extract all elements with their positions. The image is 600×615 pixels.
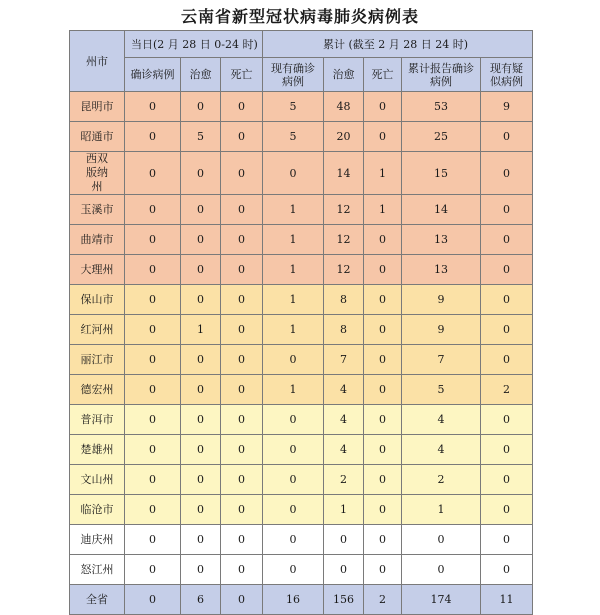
cell-value: 0 bbox=[221, 525, 263, 555]
cell-value: 0 bbox=[481, 225, 533, 255]
cell-value: 4 bbox=[402, 405, 481, 435]
cell-value: 0 bbox=[481, 435, 533, 465]
cell-value: 48 bbox=[324, 92, 364, 122]
cell-value: 9 bbox=[402, 315, 481, 345]
region-name bbox=[70, 345, 125, 375]
today-cured-header: 治愈 bbox=[181, 58, 221, 92]
cell-value: 0 bbox=[364, 435, 402, 465]
cell-value: 0 bbox=[125, 495, 181, 525]
cell-value: 25 bbox=[402, 122, 481, 152]
total-label: 全省 bbox=[70, 585, 125, 615]
cell-value: 0 bbox=[181, 285, 221, 315]
region-name bbox=[70, 122, 125, 152]
cell-value: 0 bbox=[125, 195, 181, 225]
cell-value: 9 bbox=[402, 285, 481, 315]
cell-value: 0 bbox=[125, 92, 181, 122]
cell-value: 8 bbox=[324, 285, 364, 315]
region-name-text: 西双版纳州 bbox=[86, 152, 108, 193]
table-row bbox=[70, 122, 533, 152]
cell-value: 14 bbox=[324, 152, 364, 195]
cell-value: 0 bbox=[125, 152, 181, 195]
cell-value: 0 bbox=[263, 345, 324, 375]
region-name bbox=[70, 495, 125, 525]
region-name-text: 普洱市 bbox=[80, 413, 114, 426]
cell-value: 13 bbox=[402, 225, 481, 255]
region-name bbox=[70, 405, 125, 435]
cell-value: 5 bbox=[402, 375, 481, 405]
cell-value: 1 bbox=[364, 195, 402, 225]
cell-value: 1 bbox=[263, 375, 324, 405]
cell-value: 0 bbox=[221, 465, 263, 495]
cell-value: 20 bbox=[324, 122, 364, 152]
cell-value: 0 bbox=[125, 285, 181, 315]
cell-value: 0 bbox=[181, 555, 221, 585]
table-title: 云南省新型冠状病毒肺炎病例表 bbox=[180, 7, 419, 26]
total-value: 156 bbox=[324, 585, 364, 615]
table-row bbox=[70, 92, 533, 122]
table-row bbox=[70, 495, 533, 525]
cell-value: 0 bbox=[364, 345, 402, 375]
region-name bbox=[70, 255, 125, 285]
cell-value: 0 bbox=[481, 495, 533, 525]
cell-value: 7 bbox=[324, 345, 364, 375]
cell-value: 0 bbox=[221, 122, 263, 152]
region-name bbox=[70, 525, 125, 555]
cell-value: 12 bbox=[324, 195, 364, 225]
cell-value: 0 bbox=[263, 555, 324, 585]
cell-value: 8 bbox=[324, 315, 364, 345]
total-value: 11 bbox=[481, 585, 533, 615]
total-reported-header: 累计报告确诊病例 bbox=[402, 58, 481, 92]
table-row bbox=[70, 375, 533, 405]
cell-value: 0 bbox=[481, 285, 533, 315]
cell-value: 0 bbox=[125, 315, 181, 345]
cell-value: 7 bbox=[402, 345, 481, 375]
table-row bbox=[70, 225, 533, 255]
cell-value: 0 bbox=[125, 405, 181, 435]
region-header: 州市 bbox=[70, 31, 125, 92]
cell-value: 0 bbox=[324, 525, 364, 555]
cell-value: 0 bbox=[481, 152, 533, 195]
cell-value: 0 bbox=[364, 405, 402, 435]
cell-value: 0 bbox=[364, 375, 402, 405]
cell-value: 1 bbox=[324, 495, 364, 525]
cell-value: 0 bbox=[364, 225, 402, 255]
cell-value: 12 bbox=[324, 225, 364, 255]
region-name bbox=[70, 315, 125, 345]
today-confirmed-header: 确诊病例 bbox=[125, 58, 181, 92]
region-name-text: 红河州 bbox=[80, 323, 114, 336]
cell-value: 13 bbox=[402, 255, 481, 285]
region-name-text: 昭通市 bbox=[80, 130, 114, 143]
cell-value: 2 bbox=[324, 465, 364, 495]
cell-value: 4 bbox=[324, 375, 364, 405]
case-table bbox=[69, 30, 533, 615]
cell-value: 15 bbox=[402, 152, 481, 195]
total-value: 16 bbox=[263, 585, 324, 615]
cell-value: 0 bbox=[181, 375, 221, 405]
region-name-text: 玉溪市 bbox=[80, 203, 114, 216]
cell-value: 0 bbox=[402, 555, 481, 585]
cell-value: 0 bbox=[181, 465, 221, 495]
cell-value: 0 bbox=[125, 555, 181, 585]
cell-value: 0 bbox=[181, 435, 221, 465]
table-row bbox=[70, 195, 533, 225]
region-name bbox=[70, 375, 125, 405]
cell-value: 53 bbox=[402, 92, 481, 122]
cell-value: 4 bbox=[324, 405, 364, 435]
cell-value: 0 bbox=[263, 495, 324, 525]
today-deaths-header: 死亡 bbox=[221, 58, 263, 92]
total-cured-header: 治愈 bbox=[324, 58, 364, 92]
cell-value: 0 bbox=[364, 122, 402, 152]
cell-value: 0 bbox=[263, 405, 324, 435]
cell-value: 0 bbox=[364, 92, 402, 122]
cell-value: 0 bbox=[181, 152, 221, 195]
table-row bbox=[70, 255, 533, 285]
table-body bbox=[70, 92, 533, 615]
region-name-text: 临沧市 bbox=[80, 503, 114, 516]
cell-value: 4 bbox=[324, 435, 364, 465]
region-name bbox=[70, 152, 125, 195]
total-value: 0 bbox=[221, 585, 263, 615]
region-name-text: 楚雄州 bbox=[80, 443, 114, 456]
region-name-text: 丽江市 bbox=[80, 353, 114, 366]
region-name-text: 曲靖市 bbox=[80, 233, 114, 246]
cell-value: 0 bbox=[221, 315, 263, 345]
current-suspected-header: 现有疑似病例 bbox=[481, 58, 533, 92]
cell-value: 0 bbox=[481, 345, 533, 375]
cell-value: 9 bbox=[481, 92, 533, 122]
table-row bbox=[70, 525, 533, 555]
cell-value: 0 bbox=[181, 225, 221, 255]
cell-value: 0 bbox=[364, 525, 402, 555]
table-row bbox=[70, 285, 533, 315]
cell-value: 0 bbox=[221, 435, 263, 465]
cell-value: 1 bbox=[181, 315, 221, 345]
cell-value: 0 bbox=[181, 92, 221, 122]
region-name-text: 文山州 bbox=[80, 473, 114, 486]
total-row bbox=[70, 585, 533, 615]
cell-value: 1 bbox=[263, 225, 324, 255]
total-value: 0 bbox=[125, 585, 181, 615]
cell-value: 0 bbox=[481, 315, 533, 345]
region-name bbox=[70, 225, 125, 255]
cell-value: 14 bbox=[402, 195, 481, 225]
cell-value: 0 bbox=[481, 525, 533, 555]
region-name bbox=[70, 195, 125, 225]
cell-value: 0 bbox=[364, 555, 402, 585]
cell-value: 1 bbox=[263, 315, 324, 345]
region-name-text: 昆明市 bbox=[80, 100, 114, 113]
cell-value: 0 bbox=[221, 375, 263, 405]
total-value: 6 bbox=[181, 585, 221, 615]
cell-value: 0 bbox=[481, 555, 533, 585]
cell-value: 0 bbox=[481, 122, 533, 152]
cell-value: 0 bbox=[125, 225, 181, 255]
region-name-text: 迪庆州 bbox=[80, 533, 114, 546]
region-name-text: 大理州 bbox=[80, 263, 114, 276]
cell-value: 0 bbox=[125, 345, 181, 375]
cell-value: 0 bbox=[125, 375, 181, 405]
cell-value: 0 bbox=[125, 122, 181, 152]
cell-value: 0 bbox=[181, 405, 221, 435]
cell-value: 0 bbox=[221, 555, 263, 585]
cell-value: 0 bbox=[221, 495, 263, 525]
cell-value: 0 bbox=[364, 495, 402, 525]
cell-value: 0 bbox=[364, 255, 402, 285]
region-name bbox=[70, 92, 125, 122]
cell-value: 0 bbox=[402, 525, 481, 555]
cell-value: 0 bbox=[125, 435, 181, 465]
cell-value: 0 bbox=[481, 405, 533, 435]
cell-value: 0 bbox=[221, 92, 263, 122]
cell-value: 0 bbox=[221, 255, 263, 285]
cell-value: 0 bbox=[263, 152, 324, 195]
total-value: 174 bbox=[402, 585, 481, 615]
cell-value: 0 bbox=[364, 285, 402, 315]
cell-value: 1 bbox=[263, 285, 324, 315]
cell-value: 0 bbox=[125, 465, 181, 495]
table-row bbox=[70, 345, 533, 375]
cell-value: 0 bbox=[125, 255, 181, 285]
cell-value: 0 bbox=[263, 465, 324, 495]
cell-value: 0 bbox=[181, 495, 221, 525]
cell-value: 0 bbox=[221, 152, 263, 195]
total-value: 2 bbox=[364, 585, 402, 615]
cell-value: 1 bbox=[263, 255, 324, 285]
cell-value: 0 bbox=[125, 525, 181, 555]
cell-value: 0 bbox=[481, 195, 533, 225]
cell-value: 0 bbox=[181, 345, 221, 375]
cell-value: 0 bbox=[221, 225, 263, 255]
cell-value: 0 bbox=[181, 525, 221, 555]
cell-value: 0 bbox=[221, 195, 263, 225]
table-header bbox=[70, 31, 533, 92]
table-row bbox=[70, 405, 533, 435]
cell-value: 4 bbox=[402, 435, 481, 465]
cell-value: 2 bbox=[402, 465, 481, 495]
table-row bbox=[70, 435, 533, 465]
cumulative-group-header: 累计 (截至 2 月 28 日 24 时) bbox=[263, 31, 533, 58]
total-deaths-header: 死亡 bbox=[364, 58, 402, 92]
cell-value: 0 bbox=[221, 405, 263, 435]
table-row bbox=[70, 315, 533, 345]
cell-value: 1 bbox=[402, 495, 481, 525]
cell-value: 0 bbox=[481, 465, 533, 495]
cell-value: 12 bbox=[324, 255, 364, 285]
cell-value: 0 bbox=[481, 255, 533, 285]
cell-value: 0 bbox=[263, 525, 324, 555]
cell-value: 0 bbox=[181, 195, 221, 225]
region-name bbox=[70, 285, 125, 315]
cell-value: 0 bbox=[263, 435, 324, 465]
cell-value: 5 bbox=[181, 122, 221, 152]
cell-value: 1 bbox=[364, 152, 402, 195]
cell-value: 2 bbox=[481, 375, 533, 405]
cell-value: 0 bbox=[364, 315, 402, 345]
region-name bbox=[70, 435, 125, 465]
table-row bbox=[70, 152, 533, 195]
table-row bbox=[70, 555, 533, 585]
cell-value: 0 bbox=[221, 345, 263, 375]
cell-value: 5 bbox=[263, 92, 324, 122]
region-name bbox=[70, 555, 125, 585]
cell-value: 0 bbox=[181, 255, 221, 285]
cell-value: 0 bbox=[324, 555, 364, 585]
today-group-header: 当日(2 月 28 日 0-24 时) bbox=[125, 31, 263, 58]
table-row bbox=[70, 465, 533, 495]
region-name-text: 怒江州 bbox=[80, 563, 114, 576]
cell-value: 0 bbox=[364, 465, 402, 495]
current-confirmed-header: 现有确诊病例 bbox=[263, 58, 324, 92]
region-name-text: 保山市 bbox=[80, 293, 114, 306]
cell-value: 5 bbox=[263, 122, 324, 152]
cell-value: 0 bbox=[221, 285, 263, 315]
cell-value: 1 bbox=[263, 195, 324, 225]
region-name-text: 德宏州 bbox=[80, 383, 114, 396]
region-name bbox=[70, 465, 125, 495]
